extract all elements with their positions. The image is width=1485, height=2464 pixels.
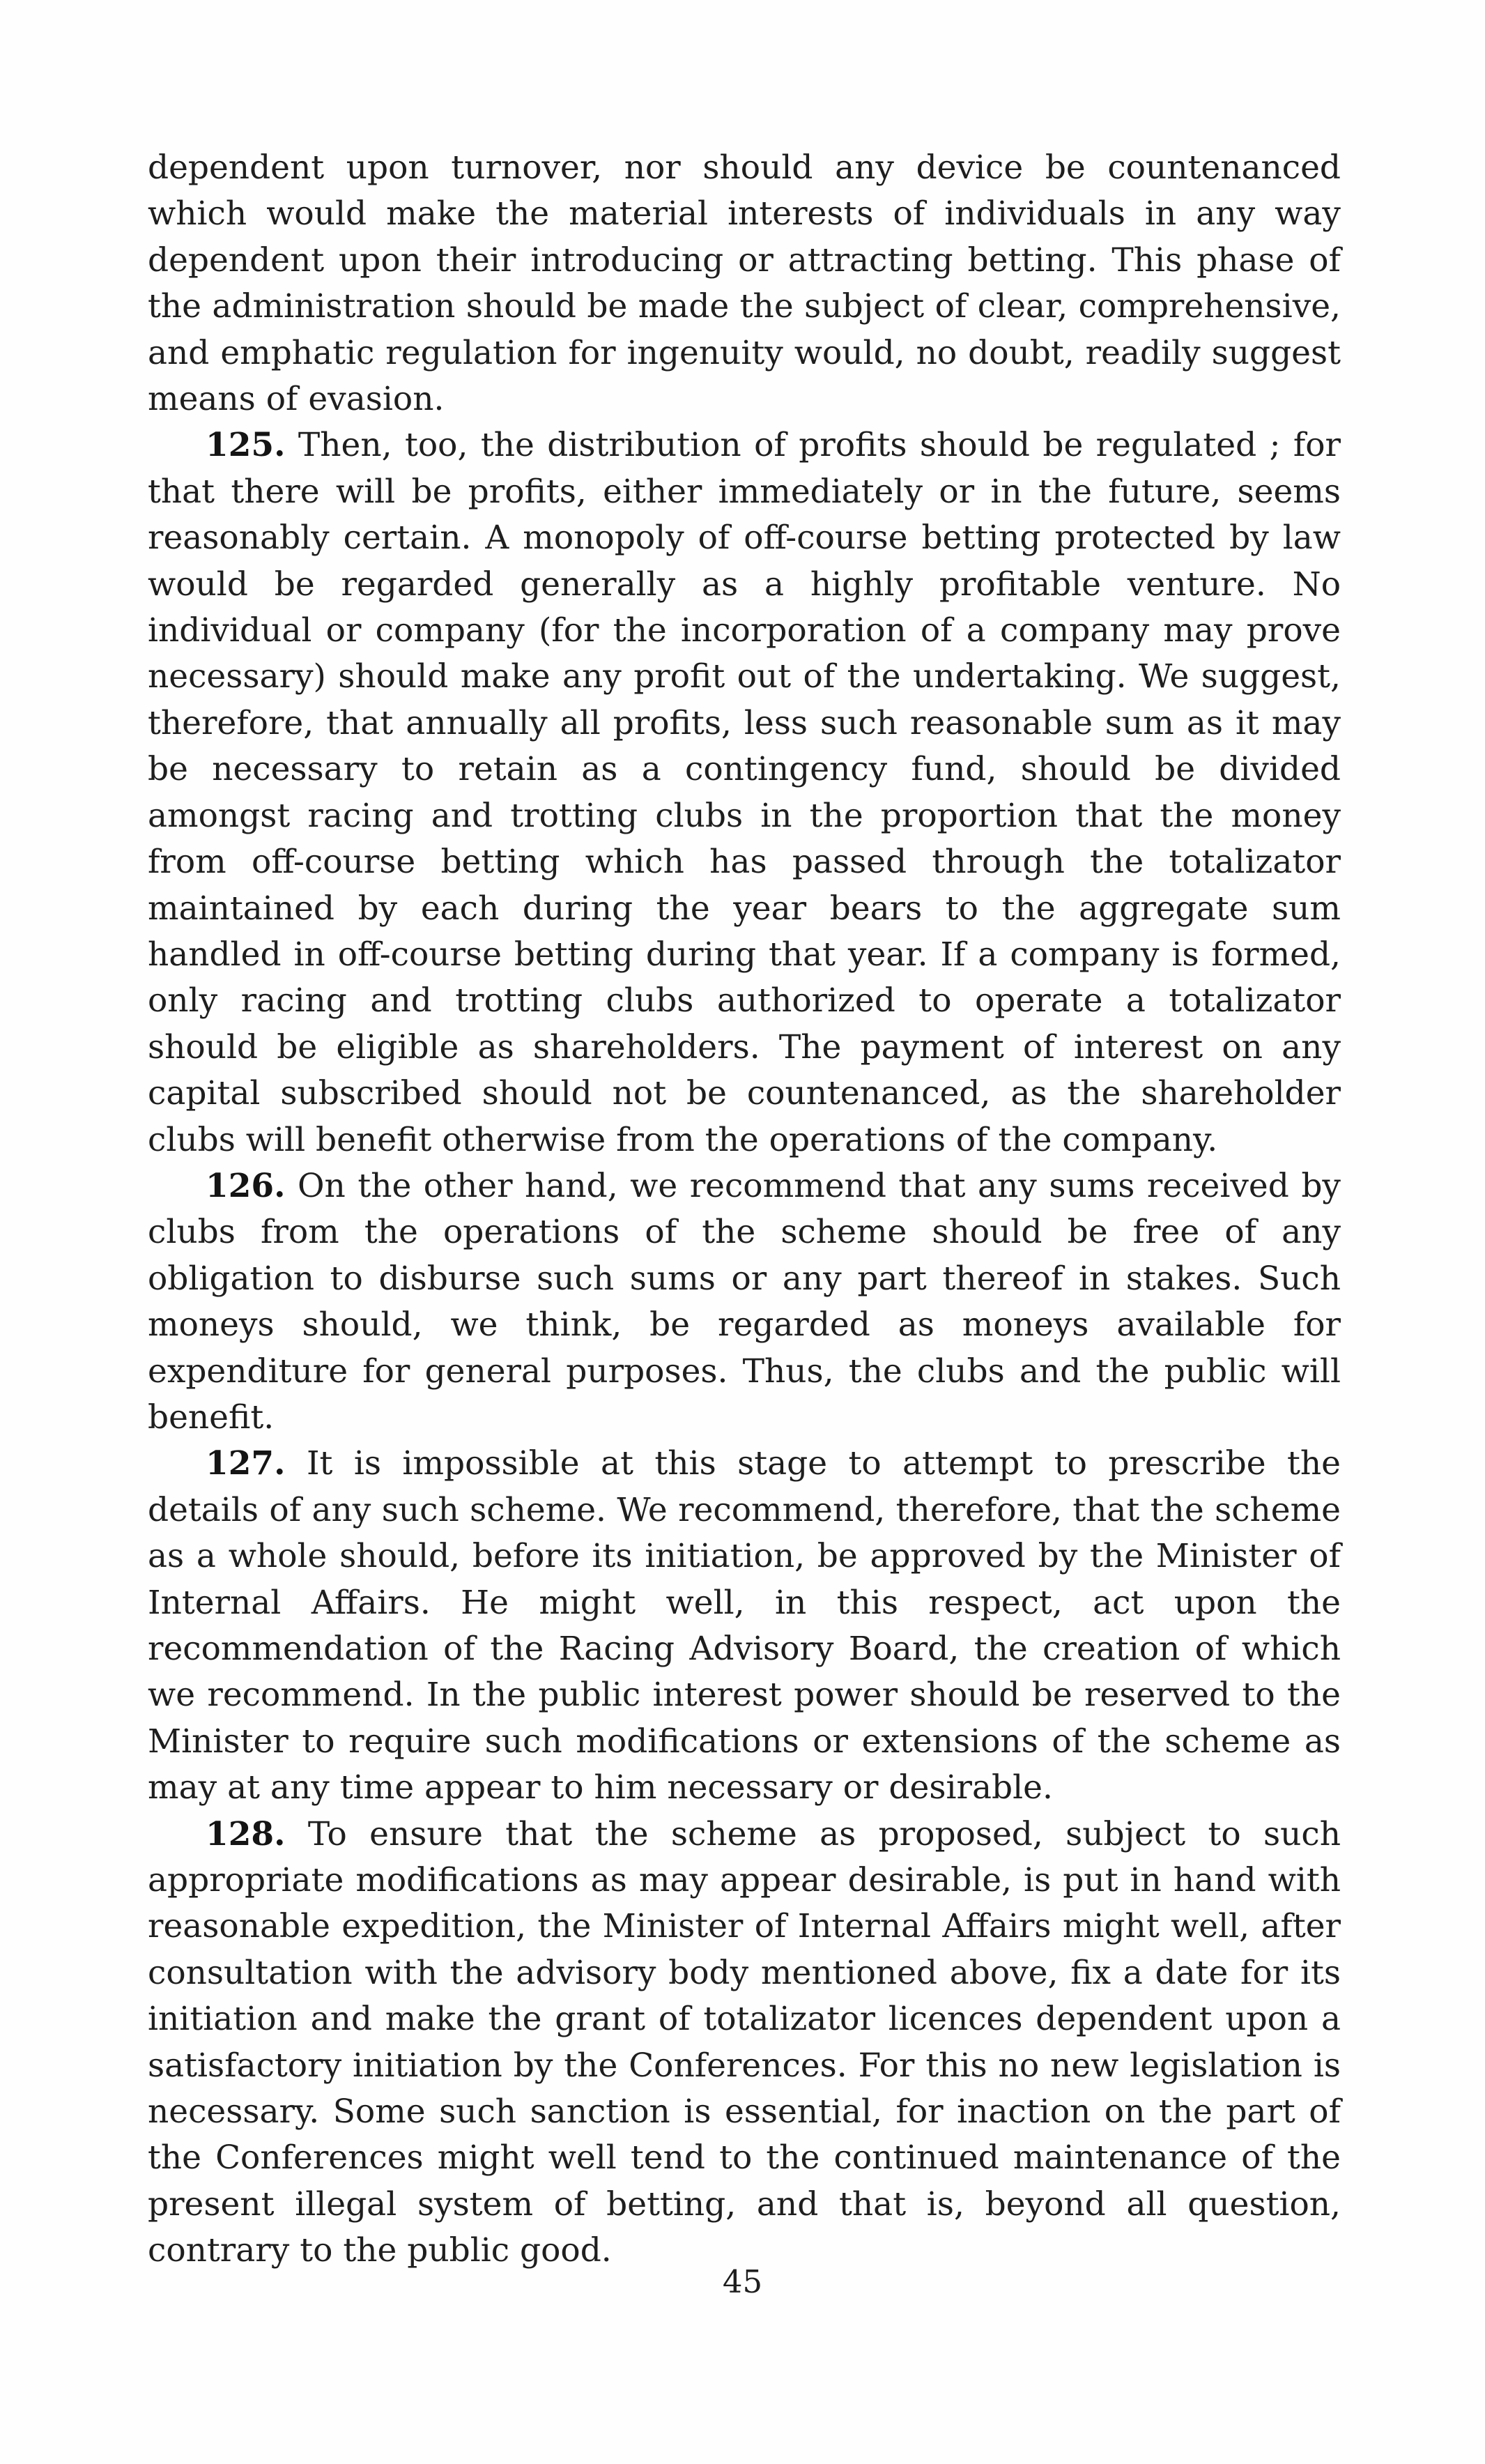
paragraph-126 — [148, 1163, 1341, 1441]
paragraph-text: Then, too, the distribution of profits should be regulated ; for that there will be profits, either immediately or in the future, seems reasonably certain. A monopoly of off-course betting protected by law would be regarded generally as a highly profitable venture. No individual or company (for the incorporation of a company may prove necessary) should make any profit out of the undertaking. We suggest, therefore, that annually all profits, less such reasonable sum as it may be necessary to retain as a contingency fund, should be divided amongst racing and trotting clubs in the proportion that the money from off-course betting which has passed through the totalizator maintained by each during the year bears to the aggregate sum handled in off-course betting during that year. If a company is formed, only racing and trotting clubs authorized to operate a totalizator should be eligible as shareholders. The payment of interest on any capital subscribed should not be countenanced, as the shareholder clubs will benefit otherwise from the operations of the company. — [148, 426, 1341, 1159]
paragraph-text: On the other hand, we recommend that any sums received by clubs from the operations of the scheme should be free of any obligation to disburse such sums or any part thereof in stakes. Such moneys should, we think, be regarded as moneys available for expenditure for general purposes. Thus, the clubs and the public will benefit. — [148, 1166, 1341, 1437]
paragraph-125 — [148, 422, 1341, 1163]
paragraph-number: 126. — [206, 1166, 286, 1205]
paragraph-text: It is impossible at this stage to attempt to prescribe the details of any such scheme. We recommend, therefore, that the scheme as a whole should, before its initiation, be approved by the Minister of Internal Affairs. He might well, in this respect, act upon the recommendation of the Racing Advisory Board, the creation of which we recommend. In the public interest power should be reserved to the Minister to require such modifications or extensions of the scheme as may at any time appear to him necessary or desirable. — [148, 1444, 1341, 1807]
body-text — [148, 145, 1341, 2274]
paragraph-number: 128. — [206, 1814, 286, 1853]
paragraph-number: 127. — [206, 1444, 286, 1483]
paragraph-number: 125. — [206, 426, 286, 465]
paragraph-text: dependent upon turnover, nor should any device be countenanced which would make the material interests of individuals in any way dependent upon their introducing or attracting betting. This phase of the administration should be made the subject of clear, comprehensive, and emphatic regulation for ingenuity would, no doubt, readily suggest means of evasion. — [148, 148, 1341, 419]
page-number: 45 — [722, 2263, 763, 2300]
paragraph-text: To ensure that the scheme as proposed, subject to such appropriate modifications as may appear desirable, is put in hand with reasonable expedition, the Minister of Internal Affairs might well, after consultation with the advisory body mentioned above, fix a date for its initiation and make the grant of totalizator licences dependent upon a satisfactory initiation by the Conferences. For this no new legislation is necessary. Some such sanction is essential, for inaction on the part of the Conferences might well tend to the continued maintenance of the present illegal system of betting, and that is, beyond all question, contrary to the public good. — [148, 1814, 1341, 2270]
paragraph-128 — [148, 1812, 1341, 2274]
paragraph-127 — [148, 1441, 1341, 1811]
paragraph-continued — [148, 145, 1341, 422]
